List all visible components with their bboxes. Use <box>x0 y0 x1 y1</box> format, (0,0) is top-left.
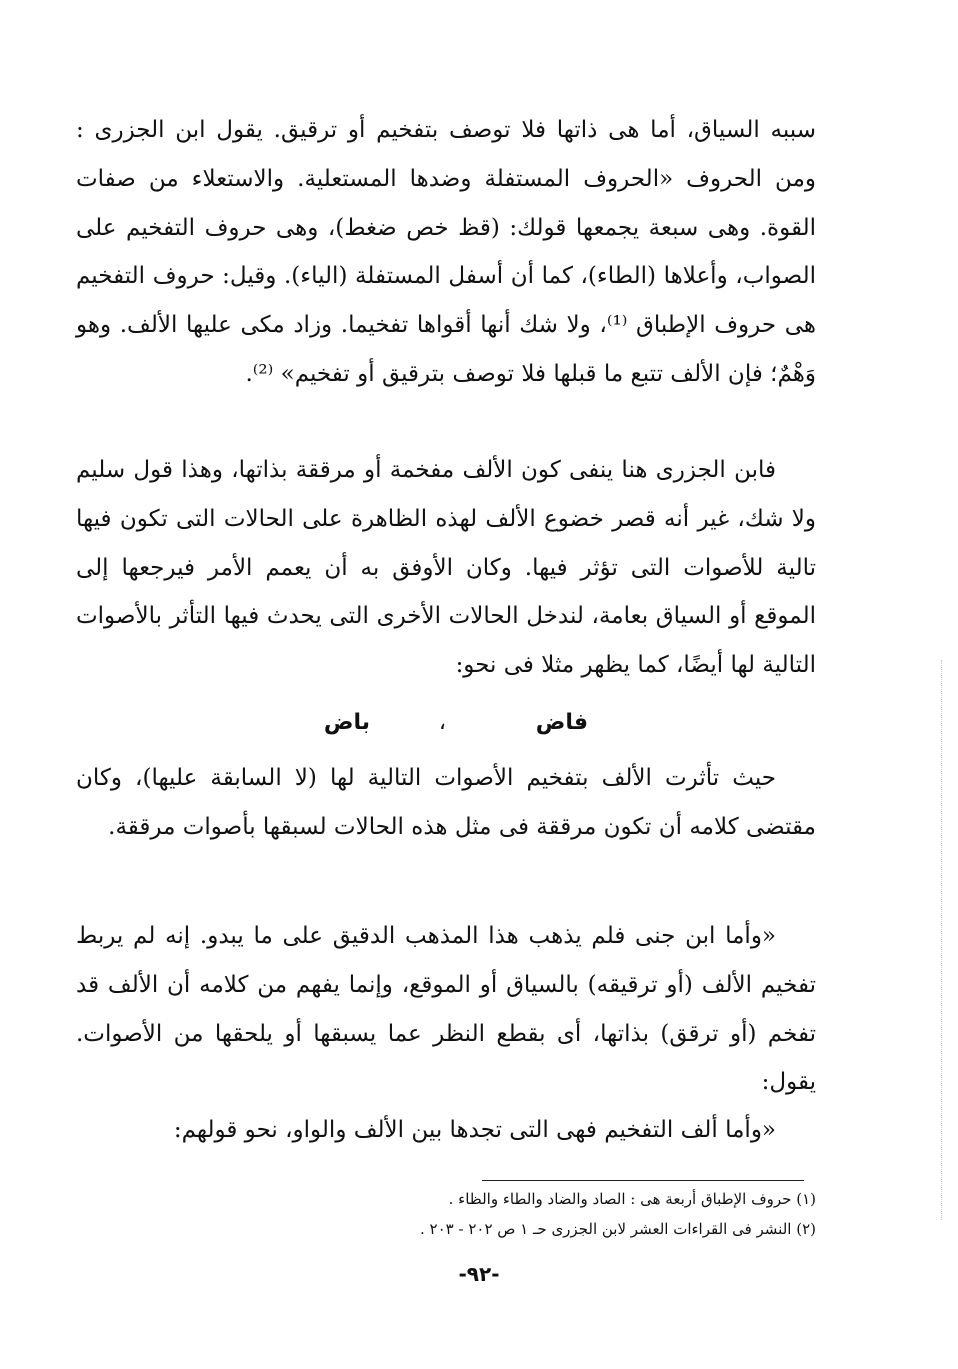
example-separator: ، <box>438 710 446 735</box>
footnote-separator <box>482 1180 804 1181</box>
paragraph-commentary: فابن الجزرى هنا ينفى كون الألف مفخمة أو مرققة بذاتها، وهذا قول سليم ولا شك، غير أنه قصر خضوع الألف لهذه الظاهرة على الحالات التى تكون فيها تالية للأصوات التى تؤثر فيها. وكان الأوفق به أن يعمم الأمر فيرجعها إلى الموقع أو السياق بعامة، لندخل الحالات الأخرى التى يحدث فيها التأثر بالأصوات التالية لها أيضًا، كما يظهر مثلا فى نحو: <box>76 457 816 679</box>
paragraph-ibn-jinni: «وأما ابن جنى فلم يذهب هذا المذهب الدقيق على ما يبدو. إنه لم يربط تفخيم الألف (أو ترقيقه) بالسياق أو الموقع، وإنما يفهم من كلامه أن الألف قد تفخم (أو ترقق) بذاتها، أى بقطع النظر عما يسبقها أو يلحقها من الأصوات. يقول: <box>76 923 816 1096</box>
example-word-first: فاض <box>535 710 588 735</box>
scan-margin-mark <box>941 660 942 1220</box>
page-number: -٩٢- <box>458 1262 500 1286</box>
paragraph-tafkhim-quote: «وأما ألف التفخيم فهى التى تجدها بين الألف والواو، نحو قولهم: <box>173 1117 776 1143</box>
footnote-1: (١) حروف الإطباق أربعة هى : الصاد والضاد والطاء والظاء . <box>448 1190 816 1208</box>
paragraph-alif-effect: حيث تأثرت الألف بتفخيم الأصوات التالية لها (لا السابقة عليها)، وكان مقتضى كلامه أن تكون مرققة فى مثل هذه الحالات لسبقها بأصوات مرققة. <box>76 765 816 840</box>
footnote-2: (٢) النشر فى القراءات العشر لابن الجزرى حـ ١ ص ٢٠٢ - ٢٠٣ . <box>420 1220 816 1238</box>
example-word-second: باض <box>323 710 370 735</box>
footnotes <box>200 1184 816 1244</box>
example-words <box>76 706 816 746</box>
paragraph-ibn-jazari-quote: سببه السياق، أما هى ذاتها فلا توصف بتفخيم أو ترقيق. يقول ابن الجزرى : ومن الحروف «الحروف المستفلة وضدها المستعلية. والاستعلاء من صفات القوة. وهى سبعة يجمعها قولك: (قظ خص ضغط)، وهى حروف التفخيم على الصواب، وأعلاها (الطاء)، كما أن أسفل المستفلة (الياء). وقيل: حروف التفخيم هى حروف الإطباق ⁽¹⁾، ولا شك أنها أقواها تفخيما. وزاد مكى عليها الألف. وهو وَهْمٌ؛ فإن الألف تتبع ما قبلها فلا توصف بترقيق أو تفخيم» ⁽²⁾. <box>76 117 816 387</box>
